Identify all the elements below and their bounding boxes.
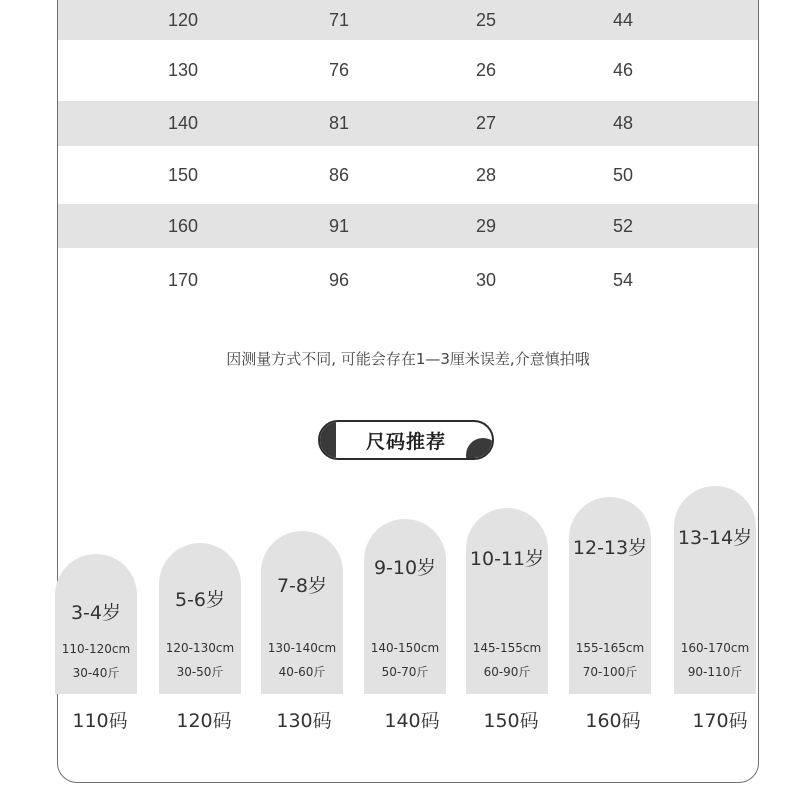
size-table <box>58 0 758 312</box>
height-range: 160-170cm <box>680 641 750 655</box>
weight-range: 50-70斤 <box>381 665 429 679</box>
table-cell: 26 <box>475 60 497 80</box>
table-cell: 76 <box>328 60 350 80</box>
age-range: 9-10岁 <box>373 557 437 579</box>
weight-range: 40-60斤 <box>278 665 326 679</box>
table-cell: 91 <box>328 215 350 236</box>
table-row <box>58 248 758 312</box>
table-cell: 27 <box>475 113 497 133</box>
weight-range: 30-40斤 <box>72 666 120 680</box>
table-row <box>58 204 758 248</box>
table-cell: 81 <box>328 113 350 133</box>
height-range: 120-130cm <box>165 641 235 655</box>
table-cell: 86 <box>328 164 350 185</box>
section-title: 尺码推荐 <box>365 430 446 453</box>
height-range: 145-155cm <box>472 641 542 655</box>
section-title-badge <box>318 420 494 460</box>
table-row <box>58 40 758 101</box>
size-card <box>159 543 241 694</box>
table-row <box>58 101 758 146</box>
table-cell: 130 <box>167 60 199 80</box>
table-cell: 44 <box>612 9 634 30</box>
age-range: 10-11岁 <box>469 548 545 570</box>
weight-range: 30-50斤 <box>176 665 224 679</box>
size-label: 120码 <box>176 710 232 732</box>
table-cell: 28 <box>475 164 497 185</box>
age-range: 7-8岁 <box>276 575 328 597</box>
table-cell: 140 <box>167 113 199 133</box>
table-cell: 50 <box>612 164 634 185</box>
size-label: 150码 <box>483 710 539 732</box>
table-cell: 52 <box>612 215 634 236</box>
height-range: 110-120cm <box>61 642 131 656</box>
size-label: 170码 <box>692 710 748 732</box>
age-range: 13-14岁 <box>677 527 753 549</box>
table-cell: 120 <box>167 9 199 30</box>
weight-range: 70-100斤 <box>582 665 638 679</box>
table-cell: 150 <box>167 164 199 185</box>
table-cell: 170 <box>167 269 199 290</box>
age-range: 3-4岁 <box>70 602 122 624</box>
size-card <box>466 508 548 694</box>
table-cell: 54 <box>612 269 634 290</box>
size-card <box>261 531 343 694</box>
weight-range: 60-90斤 <box>483 665 531 679</box>
height-range: 140-150cm <box>370 641 440 655</box>
measurement-note: 因测量方式不同, 可能会存在1—3厘米误差,介意慎拍哦 <box>226 350 590 368</box>
size-card <box>364 519 446 694</box>
age-range: 12-13岁 <box>572 537 648 559</box>
size-label: 140码 <box>384 710 440 732</box>
height-range: 130-140cm <box>267 641 337 655</box>
height-range: 155-165cm <box>575 641 645 655</box>
weight-range: 90-110斤 <box>687 665 743 679</box>
table-cell: 48 <box>612 113 634 133</box>
table-cell: 96 <box>328 269 350 290</box>
table-cell: 29 <box>475 215 497 236</box>
table-row <box>58 146 758 204</box>
size-card <box>569 497 651 694</box>
size-label: 160码 <box>585 710 641 732</box>
table-cell: 46 <box>612 60 634 80</box>
table-row <box>58 0 758 40</box>
size-label: 110码 <box>72 710 128 732</box>
table-cell: 160 <box>167 215 199 236</box>
size-card <box>674 486 756 694</box>
size-label: 130码 <box>276 710 332 732</box>
age-range: 5-6岁 <box>174 589 226 611</box>
table-cell: 71 <box>328 9 350 30</box>
table-cell: 25 <box>475 9 497 30</box>
size-card <box>55 554 137 694</box>
table-cell: 30 <box>475 269 497 290</box>
